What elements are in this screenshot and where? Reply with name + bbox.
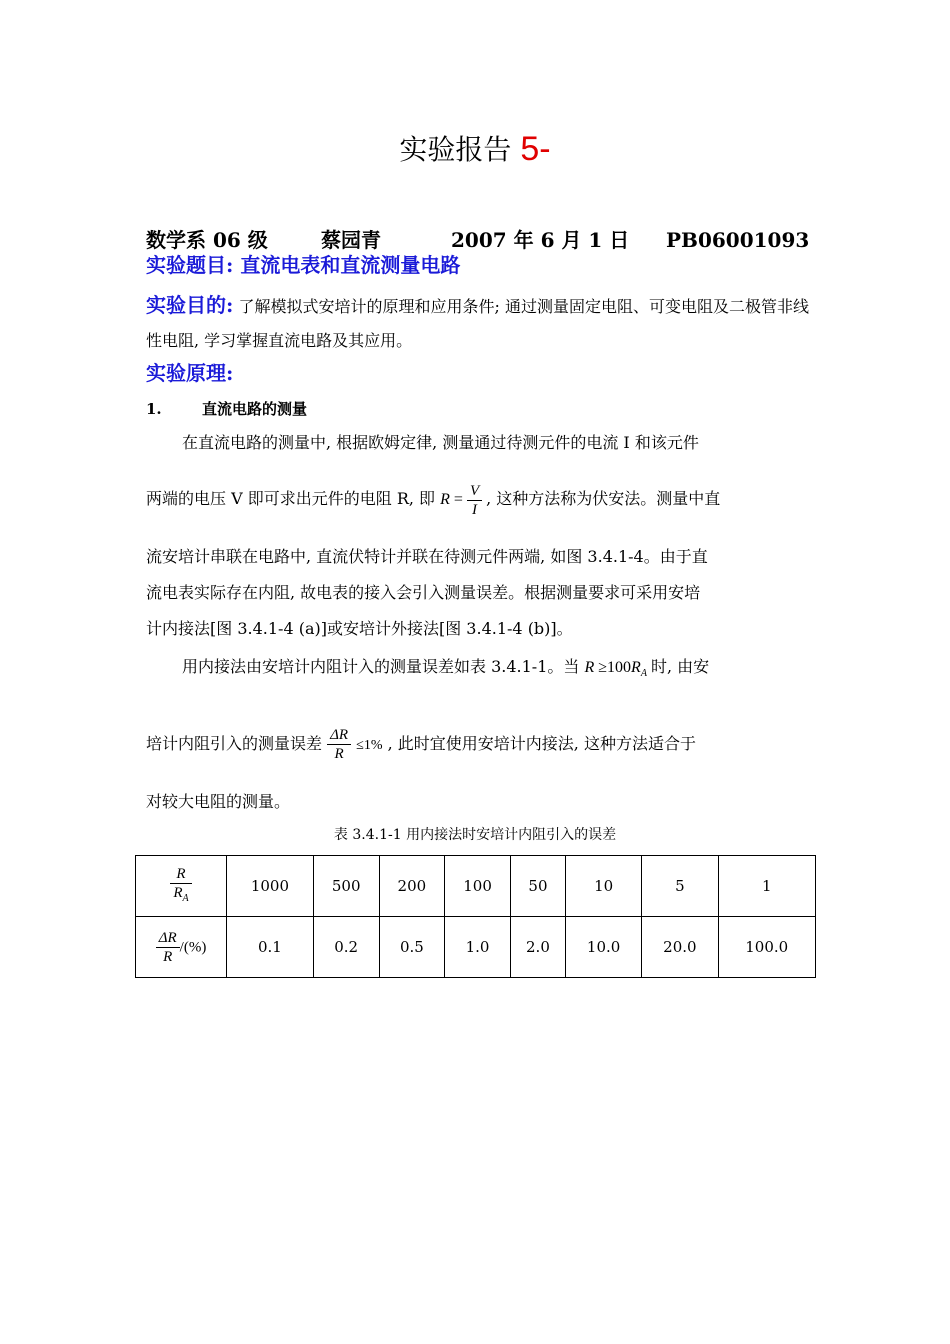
- table-cell: 0.5: [379, 917, 445, 978]
- paragraph-line: [146, 726, 696, 763]
- text-span: 用内接法由安培计内阻计入的测量误差如表 3.4.1-1。当: [182, 657, 580, 676]
- table-cell: 500: [313, 856, 379, 917]
- fraction-numerator: V: [467, 482, 482, 501]
- fraction-numerator: R: [170, 865, 191, 884]
- paragraph-line: 计内接法[图 3.4.1-4 (a)]或安培计外接法[图 3.4.1-4 (b)]。: [146, 619, 573, 638]
- formula-symbol: R: [584, 659, 595, 676]
- formula-symbol: R: [440, 491, 450, 509]
- author-name: 蔡园青: [321, 228, 381, 252]
- section-number: 1.: [146, 400, 162, 418]
- report-title-main: 实验报告: [399, 133, 512, 166]
- experiment-topic: 实验题目: 直流电表和直流测量电路: [146, 253, 461, 277]
- report-date: 2007 年 6 月 1 日: [451, 228, 630, 252]
- error-table: [135, 855, 816, 978]
- experiment-purpose: [146, 288, 810, 358]
- paragraph-line: [146, 482, 720, 519]
- formula-ohm: [440, 483, 486, 518]
- formula-fraction: [327, 726, 351, 763]
- paragraph-line: [182, 654, 709, 679]
- formula-symbol: R: [631, 659, 641, 676]
- fraction-denominator: I: [472, 502, 478, 518]
- row-header: [136, 856, 227, 917]
- table-cell: 200: [379, 856, 445, 917]
- table-cell: 1.0: [445, 917, 511, 978]
- header-unit: /(%): [179, 939, 207, 955]
- paragraph-line: 流电表实际存在内阻, 故电表的接入会引入测量误差。根据测量要求可采用安培: [146, 583, 701, 602]
- paragraph-line: 对较大电阻的测量。: [146, 792, 291, 811]
- table-cell: 10.0: [566, 917, 642, 978]
- paragraph-line: 在直流电路的测量中, 根据欧姆定律, 测量通过待测元件的电流 I 和该元件: [182, 433, 699, 452]
- table-cell: 100: [445, 856, 511, 917]
- table-row: [136, 856, 816, 917]
- text-span: 培计内阻引入的测量误差: [146, 734, 323, 753]
- student-id: PB06001093: [666, 228, 810, 252]
- formula-subscript: A: [640, 668, 647, 679]
- department: 数学系 06 级: [146, 228, 268, 252]
- table-cell: 100.0: [718, 917, 816, 978]
- table-cell: 2.0: [510, 917, 565, 978]
- report-title-suffix: 5-: [520, 130, 551, 168]
- text-span: 两端的电压 V 即可求出元件的电阻 R, 即: [146, 489, 436, 509]
- fraction-denominator: R: [163, 948, 173, 965]
- formula-symbol: ≤1%: [356, 738, 383, 753]
- report-title: [0, 128, 950, 169]
- header-fraction: [156, 929, 180, 966]
- table-cell: 0.1: [227, 917, 314, 978]
- fraction-denominator: [170, 884, 191, 908]
- row-header: [136, 917, 227, 978]
- table-cell: 10: [566, 856, 642, 917]
- text-span: , 此时宜使用安培计内接法, 这种方法适合于: [387, 734, 696, 753]
- fraction-numerator: ΔR: [327, 726, 351, 745]
- paragraph-line: 流安培计串联在电路中, 直流伏特计并联在待测元件两端, 如图 3.4.1-4。由于直: [146, 547, 708, 566]
- table-cell: 50: [510, 856, 565, 917]
- table-cell: 5: [642, 856, 718, 917]
- formula-fraction: [467, 482, 482, 519]
- fraction-denominator: R: [334, 746, 344, 762]
- table-caption: 表 3.4.1-1 用内接法时安培计内阻引入的误差: [333, 827, 617, 843]
- text-span: , 这种方法称为伏安法。测量中直: [486, 489, 721, 509]
- table-cell: 0.2: [313, 917, 379, 978]
- section-title: 直流电路的测量: [202, 400, 308, 418]
- table-cell: 1000: [227, 856, 314, 917]
- symbol: R: [173, 884, 183, 901]
- table-cell: 20.0: [642, 917, 718, 978]
- header-fraction: [170, 865, 191, 908]
- text-span: 时, 由安: [650, 657, 710, 676]
- purpose-text: 了解模拟式安培计的原理和应用条件; 通过测量固定电阻、可变电阻及二极管非线性电阻, 学习掌握直流电路及其应用。: [146, 297, 809, 350]
- subscript: A: [182, 892, 189, 904]
- table-row: [136, 917, 816, 978]
- section-heading: [146, 398, 307, 419]
- principle-heading: 实验原理:: [146, 361, 234, 385]
- formula-symbol: =: [453, 491, 463, 509]
- formula-condition: [584, 659, 650, 679]
- purpose-label: 实验目的:: [146, 293, 234, 317]
- formula-symbol: ≥100: [598, 659, 632, 676]
- fraction-numerator: ΔR: [156, 929, 180, 948]
- table-cell: 1: [718, 856, 816, 917]
